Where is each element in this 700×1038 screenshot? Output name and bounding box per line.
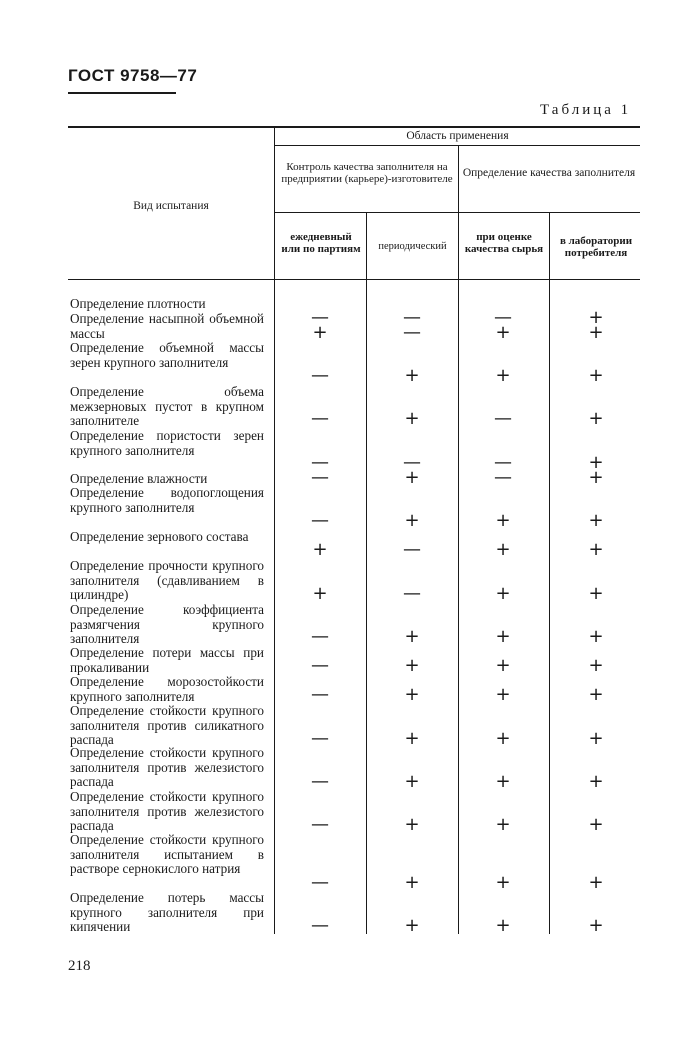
- header-rule: [68, 92, 176, 94]
- table-cell-mark: —: [403, 307, 421, 328]
- table-cell-mark: —: [311, 307, 329, 328]
- table-top-rule: [68, 126, 640, 128]
- table-cell-mark: +: [495, 510, 511, 531]
- document-header: ГОСТ 9758—77: [68, 66, 198, 85]
- col-divider-3: [458, 145, 459, 934]
- table-cell-mark: —: [311, 915, 329, 936]
- table-cell-mark: —: [311, 510, 329, 531]
- table-cell-mark: —: [311, 771, 329, 792]
- header-group-quality: Определение качества заполнителя: [462, 167, 636, 179]
- table-cell-mark: +: [312, 322, 328, 343]
- row-label: Определение плотности: [70, 296, 206, 311]
- table-cell-mark: +: [495, 872, 511, 893]
- row-label: Определение потерь массы крупного заполнителя при кипячении: [70, 890, 264, 935]
- table-cell-mark: +: [588, 728, 604, 749]
- col-divider-2: [366, 212, 367, 934]
- row-label: Определение коэффициента размягчения крупного заполнителя: [70, 602, 264, 647]
- header-col-periodic: периодический: [378, 241, 447, 252]
- table-cell-mark: +: [312, 539, 328, 560]
- header-group-manufacturer: Контроль качества заполнителя на предприятии (карьере)-изготовителе: [281, 161, 453, 185]
- table-cell-mark: +: [312, 583, 328, 604]
- row-label: Определение стойкости крупного заполнителя испытанием в растворе сернокислого натрия: [70, 832, 264, 877]
- table-cell-mark: +: [404, 626, 420, 647]
- table-cell-mark: +: [404, 771, 420, 792]
- table-cell-mark: +: [495, 655, 511, 676]
- table-cell-mark: +: [495, 728, 511, 749]
- row-label: Определение стойкости крупного заполнителя против железистого распада: [70, 745, 264, 790]
- table-cell-mark: +: [588, 365, 604, 386]
- header-col-daily: ежедневный или по партиям: [281, 231, 361, 255]
- table-cell-mark: —: [311, 626, 329, 647]
- table-cell-mark: +: [588, 539, 604, 560]
- table-cell-mark: +: [588, 583, 604, 604]
- table-cell-mark: +: [404, 915, 420, 936]
- table-cell-mark: +: [495, 684, 511, 705]
- row-label: Определение влажности: [70, 471, 208, 486]
- row-label: Определение объема межзерновых пустот в крупном заполнителе: [70, 384, 264, 429]
- row-label: Определение насыпной объемной массы: [70, 311, 264, 341]
- table-cell-mark: +: [404, 728, 420, 749]
- table-cell-mark: +: [495, 915, 511, 936]
- table-cell-mark: +: [404, 510, 420, 531]
- table-cell-mark: +: [495, 626, 511, 647]
- table-cell-mark: —: [403, 583, 421, 604]
- row-label: Определение водопоглощения крупного заполнителя: [70, 485, 264, 515]
- table-cell-mark: +: [588, 655, 604, 676]
- table-cell-mark: +: [495, 539, 511, 560]
- header-bottom-rule: [68, 279, 640, 280]
- page-number: 218: [68, 958, 91, 974]
- header-scope: Область применения: [406, 130, 509, 142]
- table-cell-mark: +: [588, 915, 604, 936]
- table-cell-mark: —: [311, 467, 329, 488]
- table-cell-mark: +: [588, 771, 604, 792]
- row-label: Определение пористости зерен крупного заполнителя: [70, 428, 264, 458]
- table-cell-mark: +: [495, 365, 511, 386]
- table-cell-mark: —: [311, 684, 329, 705]
- table-label: Таблица 1: [540, 102, 632, 118]
- table-cell-mark: —: [311, 728, 329, 749]
- table-cell-mark: —: [494, 467, 512, 488]
- table-cell-mark: +: [404, 365, 420, 386]
- table-cell-mark: —: [403, 539, 421, 560]
- table-cell-mark: +: [588, 510, 604, 531]
- table-cell-mark: +: [404, 684, 420, 705]
- table-cell-mark: +: [588, 814, 604, 835]
- table-cell-mark: +: [495, 322, 511, 343]
- row-label: Определение прочности крупного заполнителя (сдавливанием в цилиндре): [70, 558, 264, 603]
- row-label: Определение стойкости крупного заполнителя против силикатного распада: [70, 703, 264, 748]
- table-cell-mark: +: [404, 467, 420, 488]
- row-label: Определение морозостойкости крупного заполнителя: [70, 674, 264, 704]
- table-cell-mark: +: [404, 814, 420, 835]
- table-cell-mark: +: [588, 452, 604, 473]
- row-label: Определение стойкости крупного заполнителя против железистого распада: [70, 789, 264, 834]
- table-cell-mark: —: [494, 452, 512, 473]
- table-cell-mark: —: [311, 872, 329, 893]
- header-col-lab: в лаборатории потребителя: [559, 235, 633, 259]
- col-divider-4: [549, 212, 550, 934]
- table-cell-mark: +: [588, 872, 604, 893]
- table-cell-mark: +: [404, 408, 420, 429]
- table-cell-mark: —: [311, 408, 329, 429]
- table-cell-mark: +: [404, 872, 420, 893]
- header-test-type: Вид испытания: [133, 200, 209, 212]
- row-label: Определение потери массы при прокаливании: [70, 645, 264, 675]
- table-cell-mark: +: [588, 626, 604, 647]
- table-cell-mark: +: [588, 684, 604, 705]
- table-cell-mark: —: [494, 408, 512, 429]
- table-cell-mark: +: [495, 771, 511, 792]
- table-cell-mark: +: [495, 814, 511, 835]
- table-cell-mark: —: [403, 322, 421, 343]
- table-cell-mark: —: [311, 655, 329, 676]
- row-label: Определение зернового состава: [70, 529, 249, 544]
- table-cell-mark: —: [311, 452, 329, 473]
- table-cell-mark: —: [311, 365, 329, 386]
- table-cell-mark: +: [588, 467, 604, 488]
- table-cell-mark: —: [403, 452, 421, 473]
- header-col-raw: при оценке качества сырья: [464, 231, 544, 255]
- col-divider-1: [274, 126, 275, 934]
- table-cell-mark: —: [311, 814, 329, 835]
- table-cell-mark: —: [494, 307, 512, 328]
- table-cell-mark: +: [588, 322, 604, 343]
- table-cell-mark: +: [588, 408, 604, 429]
- table-cell-mark: +: [495, 583, 511, 604]
- row-label: Определение объемной массы зерен крупного заполнителя: [70, 340, 264, 370]
- table-cell-mark: +: [404, 655, 420, 676]
- table-cell-mark: +: [588, 307, 604, 328]
